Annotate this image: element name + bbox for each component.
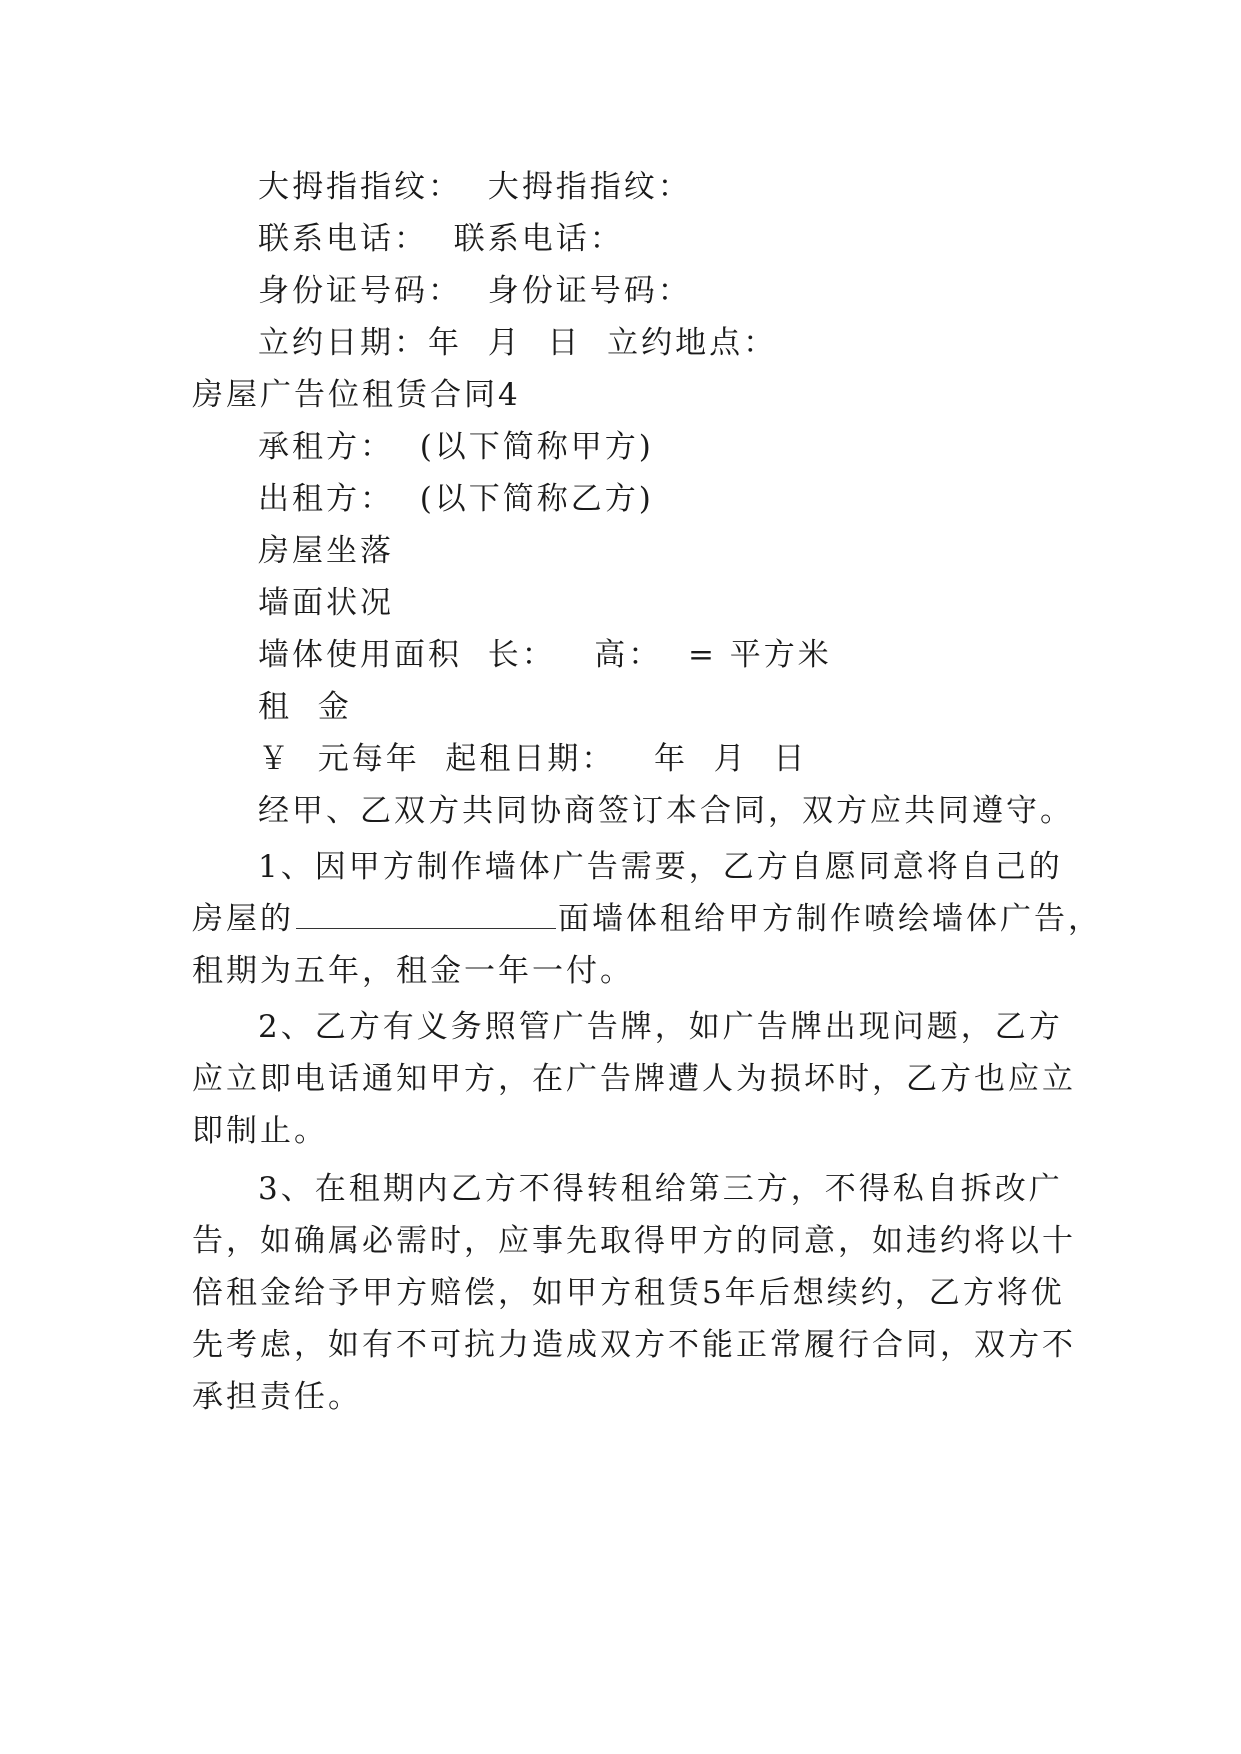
clause3-line2: 告，如确属必需时，应事先取得甲方的同意，如违约将以十 (192, 1223, 1076, 1259)
location-field: 房屋坐落 (258, 533, 394, 569)
date-place-line: 立约日期：年 月 日 立约地点： (258, 325, 778, 361)
clause2-line3: 即制止。 (192, 1113, 328, 1149)
clause1-line2-a: 房屋的 (192, 901, 294, 937)
phone-line: 联系电话： 联系电话： (258, 221, 624, 257)
intro-paragraph: 经甲、乙双方共同协商签订本合同，双方应共同遵守。 (258, 793, 1074, 829)
lessor-field: 出租方： (以下简称乙方) (258, 481, 654, 517)
rent-field: 租 金 (258, 689, 352, 725)
id-number-line: 身份证号码： 身份证号码： (258, 273, 692, 309)
clause3-line5: 承担责任。 (192, 1379, 362, 1415)
clause1-line1: 1、因甲方制作墙体广告需要，乙方自愿同意将自己的 (258, 849, 1063, 885)
rent-terms-field: ￥ 元每年 起租日期： 年 月 日 (258, 741, 808, 777)
clause3-line3: 倍租金给予甲方赔偿，如甲方租赁5年后想续约，乙方将优 (192, 1275, 1065, 1311)
clause1-line2 (192, 900, 1102, 938)
clause2-line2: 应立即电话通知甲方，在广告牌遭人为损坏时，乙方也应立 (192, 1061, 1076, 1097)
clause3-line1: 3、在租期内乙方不得转租给第三方，不得私自拆改广 (258, 1171, 1063, 1207)
blank-underline (296, 904, 556, 929)
tenant-field: 承租方： (以下简称甲方) (258, 429, 654, 465)
clause2-line1: 2、乙方有义务照管广告牌，如广告牌出现问题，乙方 (258, 1009, 1063, 1045)
contract-title: 房屋广告位租赁合同4 (192, 377, 521, 413)
wall-area-field: 墙体使用面积 长： 高： = 平方米 (258, 637, 832, 673)
clause1-line2-b: 面墙体租给甲方制作喷绘墙体广告， (558, 901, 1102, 937)
clause1-line3: 租期为五年，租金一年一付。 (192, 953, 634, 989)
wall-condition-field: 墙面状况 (258, 585, 394, 621)
clause3-line4: 先考虑，如有不可抗力造成双方不能正常履行合同，双方不 (192, 1327, 1076, 1363)
thumbprint-line: 大拇指指纹： 大拇指指纹： (258, 169, 692, 205)
